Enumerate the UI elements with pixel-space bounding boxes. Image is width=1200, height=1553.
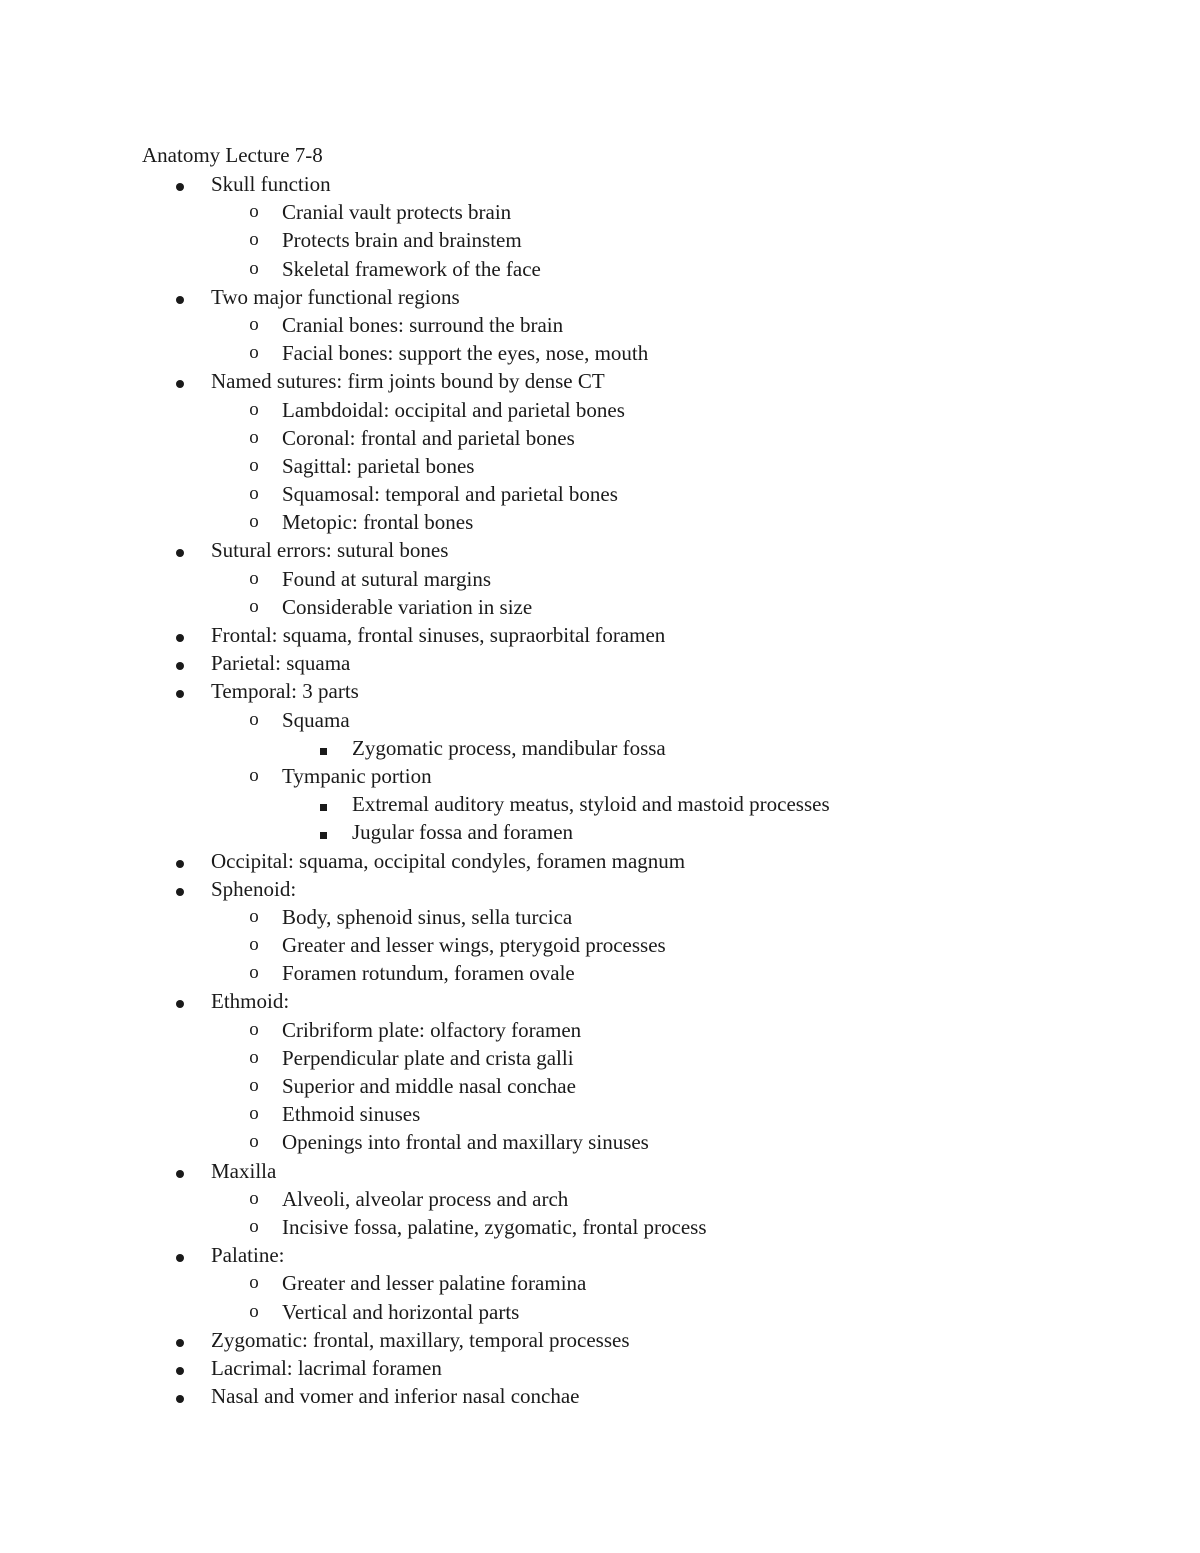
bullet-circle-icon: o xyxy=(249,708,259,730)
outline-item-level-1 xyxy=(0,649,1200,677)
bullet-circle-icon: o xyxy=(249,1187,259,1209)
outline-item-level-2 xyxy=(0,255,1200,283)
bullet-disc-shape xyxy=(176,1395,184,1403)
outline-item-text: Openings into frontal and maxillary sinuses xyxy=(282,1130,649,1155)
outline-item-text: Extremal auditory meatus, styloid and mastoid processes xyxy=(352,792,830,817)
bullet-circle-icon: o xyxy=(249,201,259,223)
bullet-disc-icon xyxy=(172,283,188,311)
bullet-circle-icon: o xyxy=(249,905,259,927)
outline-item-text: Coronal: frontal and parietal bones xyxy=(282,425,575,450)
bullet-disc-shape xyxy=(176,1367,184,1375)
bullet-circle-icon: o xyxy=(249,1075,259,1096)
bullet-circle-icon: o xyxy=(249,1131,259,1153)
bullet-disc-shape xyxy=(176,1254,184,1262)
outline-item-level-1 xyxy=(0,1157,1200,1185)
bullet-circle-icon: o xyxy=(249,1046,259,1068)
bullet-disc-icon xyxy=(172,1326,188,1354)
outline-item-level-1 xyxy=(0,536,1200,564)
bullet-circle-icon: o xyxy=(249,1272,259,1294)
outline-item-level-1 xyxy=(0,875,1200,903)
outline-item-text: Squama xyxy=(282,707,350,732)
bullet-circle-icon: o xyxy=(249,1215,259,1237)
outline-item-text: Metopic: frontal bones xyxy=(282,510,474,535)
outline-item-text: Squamosal: temporal and parietal bones xyxy=(282,482,618,507)
bullet-disc-shape xyxy=(176,549,184,557)
outline-item-level-2 xyxy=(0,424,1200,452)
outline-item-level-2 xyxy=(0,226,1200,254)
outline-item-text: Cranial vault protects brain xyxy=(282,200,512,225)
outline-item-text: Lacrimal: lacrimal foramen xyxy=(211,1355,442,1380)
bullet-disc-shape xyxy=(176,380,184,388)
outline-item-text: Incisive fossa, palatine, zygomatic, frontal process xyxy=(282,1214,707,1239)
outline-item-level-2 xyxy=(0,706,1200,734)
outline-item-level-1 xyxy=(0,1241,1200,1269)
outline-item-level-1 xyxy=(0,1382,1200,1410)
outline-item-text: Maxilla xyxy=(211,1158,277,1183)
outline-item-level-1 xyxy=(0,987,1200,1015)
bullet-disc-icon xyxy=(172,875,188,903)
outline-item-level-2 xyxy=(0,1072,1200,1100)
outline-item-text: Zygomatic process, mandibular fossa xyxy=(352,735,666,760)
outline-item-level-2 xyxy=(0,1185,1200,1213)
outline-item-text: Facial bones: support the eyes, nose, mouth xyxy=(282,341,649,366)
outline-item-level-2 xyxy=(0,903,1200,931)
outline-item-level-1 xyxy=(0,677,1200,705)
outline-item-level-1 xyxy=(0,283,1200,311)
outline-item-text: Perpendicular plate and crista galli xyxy=(282,1045,574,1070)
bullet-disc-icon xyxy=(172,536,188,564)
outline-item-text: Cranial bones: surround the brain xyxy=(282,312,564,337)
document-title: Anatomy Lecture 7-8 xyxy=(142,143,323,167)
bullet-disc-icon xyxy=(172,649,188,677)
outline-item-text: Ethmoid sinuses xyxy=(282,1102,421,1127)
outline-item-level-2 xyxy=(0,396,1200,424)
bullet-circle-icon: o xyxy=(249,1103,259,1125)
bullet-circle-icon: o xyxy=(249,313,259,335)
bullet-circle-icon: o xyxy=(249,342,259,364)
outline-item-level-3 xyxy=(0,818,1200,846)
outline-item-level-2 xyxy=(0,452,1200,480)
outline-item-level-2 xyxy=(0,311,1200,339)
bullet-disc-icon xyxy=(172,1241,188,1269)
outline-item-level-2 xyxy=(0,1213,1200,1241)
bullet-circle-icon: o xyxy=(249,257,259,279)
outline-item-text: Palatine: xyxy=(211,1243,285,1268)
outline-item-text: Ethmoid: xyxy=(211,989,290,1014)
bullet-circle-icon: o xyxy=(249,764,259,786)
bullet-circle-icon: o xyxy=(249,567,259,589)
bullet-disc-shape xyxy=(176,860,184,868)
bullet-circle-icon: o xyxy=(249,398,259,420)
outline-item-level-2 xyxy=(0,508,1200,536)
outline-item-level-1 xyxy=(0,1354,1200,1382)
outline-item-text: Greater and lesser wings, pterygoid processes xyxy=(282,933,666,958)
bullet-disc-shape xyxy=(176,1000,184,1008)
bullet-square-shape xyxy=(320,748,327,755)
outline-item-text: Skull function xyxy=(211,172,331,196)
outline-item-level-1 xyxy=(0,170,1200,198)
bullet-disc-shape xyxy=(176,662,184,670)
bullet-square-shape xyxy=(320,832,327,839)
outline-item-level-2 xyxy=(0,565,1200,593)
outline-item-level-1 xyxy=(0,367,1200,395)
outline-item-level-1 xyxy=(0,1326,1200,1354)
outline-item-level-2 xyxy=(0,1128,1200,1156)
outline-item-level-2 xyxy=(0,480,1200,508)
bullet-circle-icon: o xyxy=(249,426,259,448)
outline-item-text: Body, sphenoid sinus, sella turcica xyxy=(282,904,573,929)
bullet-circle-icon: o xyxy=(249,229,259,251)
outline-item-level-2 xyxy=(0,1269,1200,1297)
bullet-disc-shape xyxy=(176,690,184,698)
bullet-disc-icon xyxy=(172,170,188,198)
outline-item-text: Occipital: squama, occipital condyles, foramen magnum xyxy=(211,848,686,873)
outline-item-level-1 xyxy=(0,847,1200,875)
bullet-disc-icon xyxy=(172,1157,188,1185)
outline-item-text: Zygomatic: frontal, maxillary, temporal processes xyxy=(211,1327,630,1352)
outline-item-text: Sutural errors: sutural bones xyxy=(211,538,449,563)
outline-item-level-2 xyxy=(0,1100,1200,1128)
outline-item-level-2 xyxy=(0,339,1200,367)
outline-item-text: Sphenoid: xyxy=(211,876,297,901)
bullet-disc-icon xyxy=(172,1382,188,1410)
outline-item-text: Superior and middle nasal conchae xyxy=(282,1074,576,1098)
bullet-disc-icon xyxy=(172,847,188,875)
outline-item-text: Temporal: 3 parts xyxy=(211,679,359,704)
outline-item-text: Skeletal framework of the face xyxy=(282,256,541,281)
bullet-outline xyxy=(0,170,1200,1410)
outline-item-level-2 xyxy=(0,931,1200,959)
bullet-square-shape xyxy=(320,804,327,811)
bullet-circle-icon: o xyxy=(249,595,259,617)
bullet-disc-icon xyxy=(172,677,188,705)
outline-item-level-2 xyxy=(0,959,1200,987)
bullet-circle-icon: o xyxy=(249,511,259,533)
bullet-circle-icon: o xyxy=(249,1300,259,1322)
bullet-disc-shape xyxy=(176,634,184,642)
outline-item-text: Named sutures: firm joints bound by dense CT xyxy=(211,369,605,394)
outline-item-level-2 xyxy=(0,1044,1200,1072)
outline-item-level-2 xyxy=(0,198,1200,226)
outline-item-text: Foramen rotundum, foramen ovale xyxy=(282,961,575,986)
outline-item-text: Found at sutural margins xyxy=(282,566,492,591)
bullet-circle-icon: o xyxy=(249,962,259,984)
bullet-disc-icon xyxy=(172,1354,188,1382)
outline-item-level-3 xyxy=(0,790,1200,818)
bullet-disc-icon xyxy=(172,367,188,395)
outline-item-level-2 xyxy=(0,762,1200,790)
outline-item-text: Lambdoidal: occipital and parietal bones xyxy=(282,397,625,422)
outline-item-text: Frontal: squama, frontal sinuses, supraorbital foramen xyxy=(211,623,666,647)
bullet-circle-icon: o xyxy=(249,1018,259,1040)
bullet-disc-shape xyxy=(176,1339,184,1347)
bullet-circle-icon: o xyxy=(249,454,259,476)
outline-item-text: Greater and lesser palatine foramina xyxy=(282,1271,587,1296)
bullet-square-icon xyxy=(316,790,330,818)
bullet-square-icon xyxy=(316,734,330,762)
outline-item-text: Sagittal: parietal bones xyxy=(282,453,475,478)
outline-item-level-2 xyxy=(0,593,1200,621)
outline-item-level-2 xyxy=(0,1298,1200,1326)
bullet-disc-shape xyxy=(176,183,184,191)
outline-item-text: Cribriform plate: olfactory foramen xyxy=(282,1017,582,1042)
outline-item-text: Vertical and horizontal parts xyxy=(282,1299,520,1324)
outline-item-text: Nasal and vomer and inferior nasal conchae xyxy=(211,1384,580,1409)
outline-item-text: Two major functional regions xyxy=(211,284,460,309)
outline-item-text: Tympanic portion xyxy=(282,763,432,788)
outline-item-level-2 xyxy=(0,1016,1200,1044)
bullet-disc-shape xyxy=(176,1170,184,1178)
bullet-disc-icon xyxy=(172,621,188,649)
outline-item-level-3 xyxy=(0,734,1200,762)
outline-item-text: Considerable variation in size xyxy=(282,594,533,619)
bullet-disc-shape xyxy=(176,296,184,304)
outline-item-level-1 xyxy=(0,621,1200,649)
bullet-disc-shape xyxy=(176,888,184,896)
outline-item-text: Alveoli, alveolar process and arch xyxy=(282,1186,569,1211)
bullet-circle-icon: o xyxy=(249,483,259,505)
outline-item-text: Protects brain and brainstem xyxy=(282,228,522,253)
bullet-circle-icon: o xyxy=(249,934,259,956)
outline-item-text: Jugular fossa and foramen xyxy=(352,820,574,845)
bullet-disc-icon xyxy=(172,987,188,1015)
bullet-square-icon xyxy=(316,818,330,846)
outline-item-text: Parietal: squama xyxy=(211,651,351,676)
